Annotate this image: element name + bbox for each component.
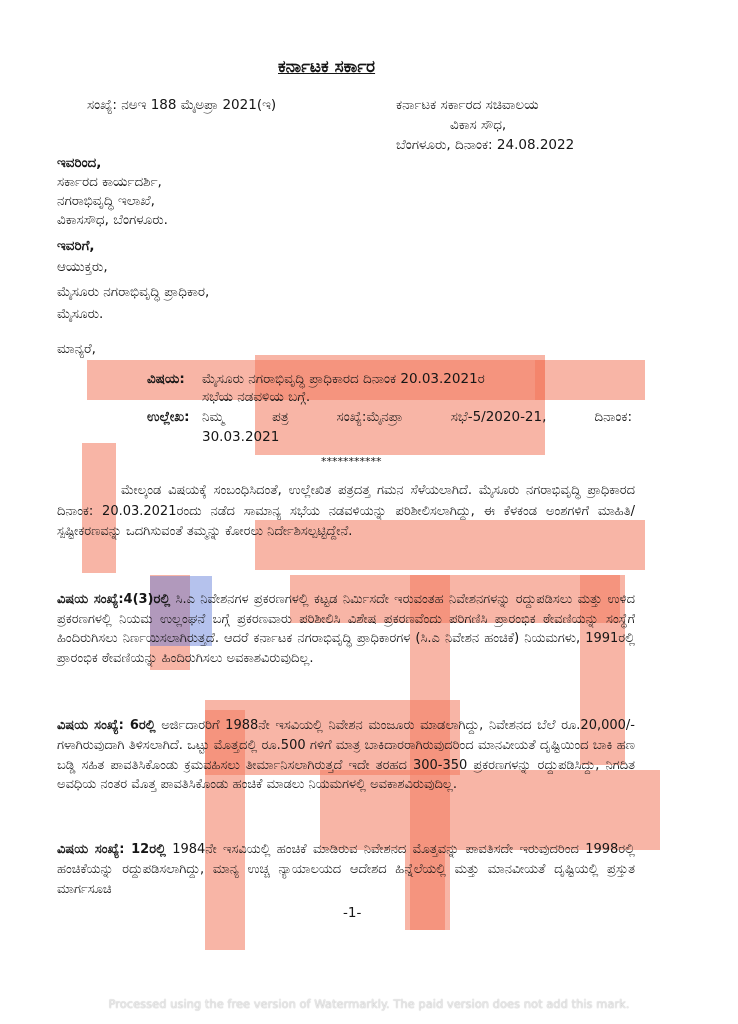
from-line: ವಿಕಾಸಸೌಧ, ಬೆಂಗಳೂರು. (57, 212, 168, 228)
from-line: ನಗರಾಭಿವೃದ್ಧಿ ಇಲಾಖೆ, (57, 193, 155, 209)
page-title: ಕರ್ನಾಟಕ ಸರ್ಕಾರ (278, 57, 376, 77)
page-number: -1- (343, 905, 362, 921)
subject-item-label: ವಿಷಯ ಸಂಖ್ಯೆ: 6ರಲ್ಲಿ (57, 718, 156, 733)
from-line: ಸರ್ಕಾರದ ಕಾರ್ಯದರ್ಶಿ, (57, 174, 162, 190)
office-line: ವಿಕಾಸ ಸೌಧ, (450, 117, 507, 133)
to-label: ಇವರಿಗೆ, (57, 238, 95, 254)
office-line: ಕರ್ನಾಟಕ ಸರ್ಕಾರದ ಸಚಿವಾಲಯ (396, 97, 539, 113)
subject-text: ಸಭೆಯ ನಡವಳಿಯ ಬಗ್ಗೆ. (202, 389, 311, 405)
intro-text: ಮೇಲ್ಕಂಡ ವಿಷಯಕ್ಕೆ ಸಂಬಂಧಿಸಿದಂತೆ, ಉಲ್ಲೇಖಿತ ಪತ್ರದತ್ತ ಗಮನ ಸೆಳೆಯಲಾಗಿದೆ. ಮೈಸೂರು ನಗರಾಭಿವೃದ್ಧಿ ಪ್ರಾಧಿಕಾರದ ದಿನಾಂಕ: 20.03.2021ರಂದು ನಡೆದ ಸಾಮಾನ್ಯ ಸಭೆಯ ನಡವಳಿಯನ್ನು ಪರಿಶೀಲಿಸಲಾಗಿದ್ದು, ಈ ಕೆಳಕಂಡ ಅಂಶಗಳಿಗೆ ಮಾಹಿತಿ/ಸ್ಪಷ್ಟೀಕರಣವನ್ನು ಒದಗಿಸುವಂತೆ ತಮ್ಮನ್ನು ಕೋರಲು ನಿರ್ದೇಶಿಸಲ್ಪಟ್ಟಿದ್ದೇನೆ. (57, 483, 635, 539)
to-line: ಮೈಸೂರು ನಗರಾಭಿವೃದ್ಧಿ ಪ್ರಾಧಿಕಾರ, (57, 284, 210, 300)
footer-watermark: Processed using the free version of Watermarkly. The paid version does not add this mark. (108, 997, 630, 1011)
to-line: ಆಯುಕ್ತರು, (57, 259, 108, 275)
subject-label: ವಿಷಯ: (147, 371, 185, 387)
subject-item-paragraph (57, 840, 635, 902)
reference-number: ಸಂಖ್ಯೆ: ನಅಇ 188 ಮೈಅಪ್ರಾ 2021(ಇ) (87, 97, 277, 113)
separator: *********** (321, 455, 382, 468)
subject-item-paragraph (57, 716, 635, 795)
watermark-bar (255, 355, 545, 455)
reference-text: ನಿಮ್ಮ ಪತ್ರ ಸಂಖ್ಯೆ:ಮೈನಪ್ರಾ ಸಭೆ-5/2020-21, ದಿನಾಂಕ: (202, 409, 632, 425)
subject-item-paragraph (57, 590, 635, 668)
reference-text: 30.03.2021 (202, 429, 280, 445)
to-line: ಮೈಸೂರು. (57, 306, 104, 322)
salutation: ಮಾನ್ಯರೆ, (57, 341, 96, 357)
subject-item-text: 1984ನೇ ಇಸವಿಯಲ್ಲಿ ಹಂಚಿಕೆ ಮಾಡಿರುವ ನಿವೇಶನದ ಮೊತ್ತವನ್ನು ಪಾವತಿಸದೇ ಇರುವುದರಿಂದ 1998ರಲ್ಲಿ ಹಂಚಿಕೆಯನ್ನು ರದ್ದುಪಡಿಸಲಾಗಿದ್ದು, ಮಾನ್ಯ ಉಚ್ಚ ನ್ಯಾಯಾಲಯದ ಆದೇಶದ ಹಿನ್ನೆಲೆಯಲ್ಲಿ ಮತ್ತು ಮಾನವೀಯತೆ ದೃಷ್ಟಿಯಲ್ಲಿ ಪ್ರಸ್ತುತ ಮಾರ್ಗಸೂಚಿ (57, 842, 635, 897)
reference-label: ಉಲ್ಲೇಖ: (147, 409, 190, 425)
subject-item-text: ಅರ್ಜಿದಾರರಿಗೆ 1988ನೇ ಇಸವಿಯಲ್ಲಿ ನಿವೇಶನ ಮಂಜೂರು ಮಾಡಲಾಗಿದ್ದು, ನಿವೇಶನದ ಬೆಲೆ ರೂ.20,000/-ಗಳಾಗಿರುವುದಾಗಿ ತಿಳಿಸಲಾಗಿದೆ. ಒಟ್ಟು ಮೊತ್ತದಲ್ಲಿ ರೂ.500 ಗಳಿಗೆ ಮಾತ್ರ ಬಾಕಿದಾರರಾಗಿರುವುದರಿಂದ ಮಾನವೀಯತೆ ದೃಷ್ಟಿಯಿಂದ ಬಾಕಿ ಹಣ ಬಡ್ಡಿ ಸಹಿತ ಪಾವತಿಸಿಕೊಂಡು ಕ್ರಮವಹಿಸಲು ತೀರ್ಮಾನಿಸಲಾಗಿರುತ್ತದೆ ಇದೇ ತರಹದ 300-350 ಪ್ರಕರಣಗಳನ್ನು ರದ್ದುಪಡಿಸಿದ್ದು, ನಿಗದಿತ ಅವಧಿಯ ನಂತರ ಮೊತ್ತ ಪಾವತಿಸಿಕೊಂಡು ಹಂಚಿಕೆ ಮಾಡಲು ನಿಯಮಗಳಲ್ಲಿ ಅವಕಾಶವಿರುವುದಿಲ್ಲ. (57, 718, 635, 793)
from-label: ಇವರಿಂದ, (57, 155, 102, 171)
watermark-bar (535, 360, 645, 400)
intro-paragraph (57, 481, 635, 543)
subject-item-text: ಸಿ.ಎ ನಿವೇಶನಗಳ ಪ್ರಕರಣಗಳಲ್ಲಿ ಕಟ್ಟಡ ನಿರ್ಮಿಸದೇ ಇರುವಂತಹ ನಿವೇಶನಗಳನ್ನು ರದ್ದುಪಡಿಸಲು ಮತ್ತು ಉಳಿದ ಪ್ರಕರಣಗಳಲ್ಲಿ ನಿಯಮ ಉಲ್ಲಂಘನೆ ಬಗ್ಗೆ ಪ್ರಕರಣವಾರು ಪರಿಶೀಲಿಸಿ ವಿಶೇಷ ಪ್ರಕರಣವೆಂದು ಪರಿಗಣಿಸಿ ಪ್ರಾರಂಭಿಕ ಠೇವಣಿಯನ್ನು ಸಂಸ್ಥೆಗೆ ಹಿಂದಿರುಗಿಸಲು ನಿರ್ಣಯಿಸಲಾಗಿರುತ್ತದೆ. ಆದರೆ ಕರ್ನಾಟಕ ನಗರಾಭಿವೃದ್ಧಿ ಪ್ರಾಧಿಕಾರಗಳ (ಸಿ.ಎ ನಿವೇಶನ ಹಂಚಿಕೆ) ನಿಯಮಗಳು, 1991ರಲ್ಲಿ ಪ್ರಾರಂಭಿಕ ಠೇವಣಿಯನ್ನು ಹಿಂದಿರುಗಿಸಲು ಅವಕಾಶವಿರುವುದಿಲ್ಲ. (57, 592, 635, 666)
subject-item-label: ವಿಷಯ ಸಂಖ್ಯೆ:4(3)ರಲ್ಲಿ (57, 592, 171, 607)
issue-date: ಬೆಂಗಳೂರು, ದಿನಾಂಕ: 24.08.2022 (396, 137, 575, 153)
subject-item-label: ವಿಷಯ ಸಂಖ್ಯೆ: 12ರಲ್ಲಿ (57, 842, 166, 857)
subject-text: ಮೈಸೂರು ನಗರಾಭಿವೃದ್ಧಿ ಪ್ರಾಧಿಕಾರದ ದಿನಾಂಕ 20.03.2021ರ (202, 371, 485, 387)
